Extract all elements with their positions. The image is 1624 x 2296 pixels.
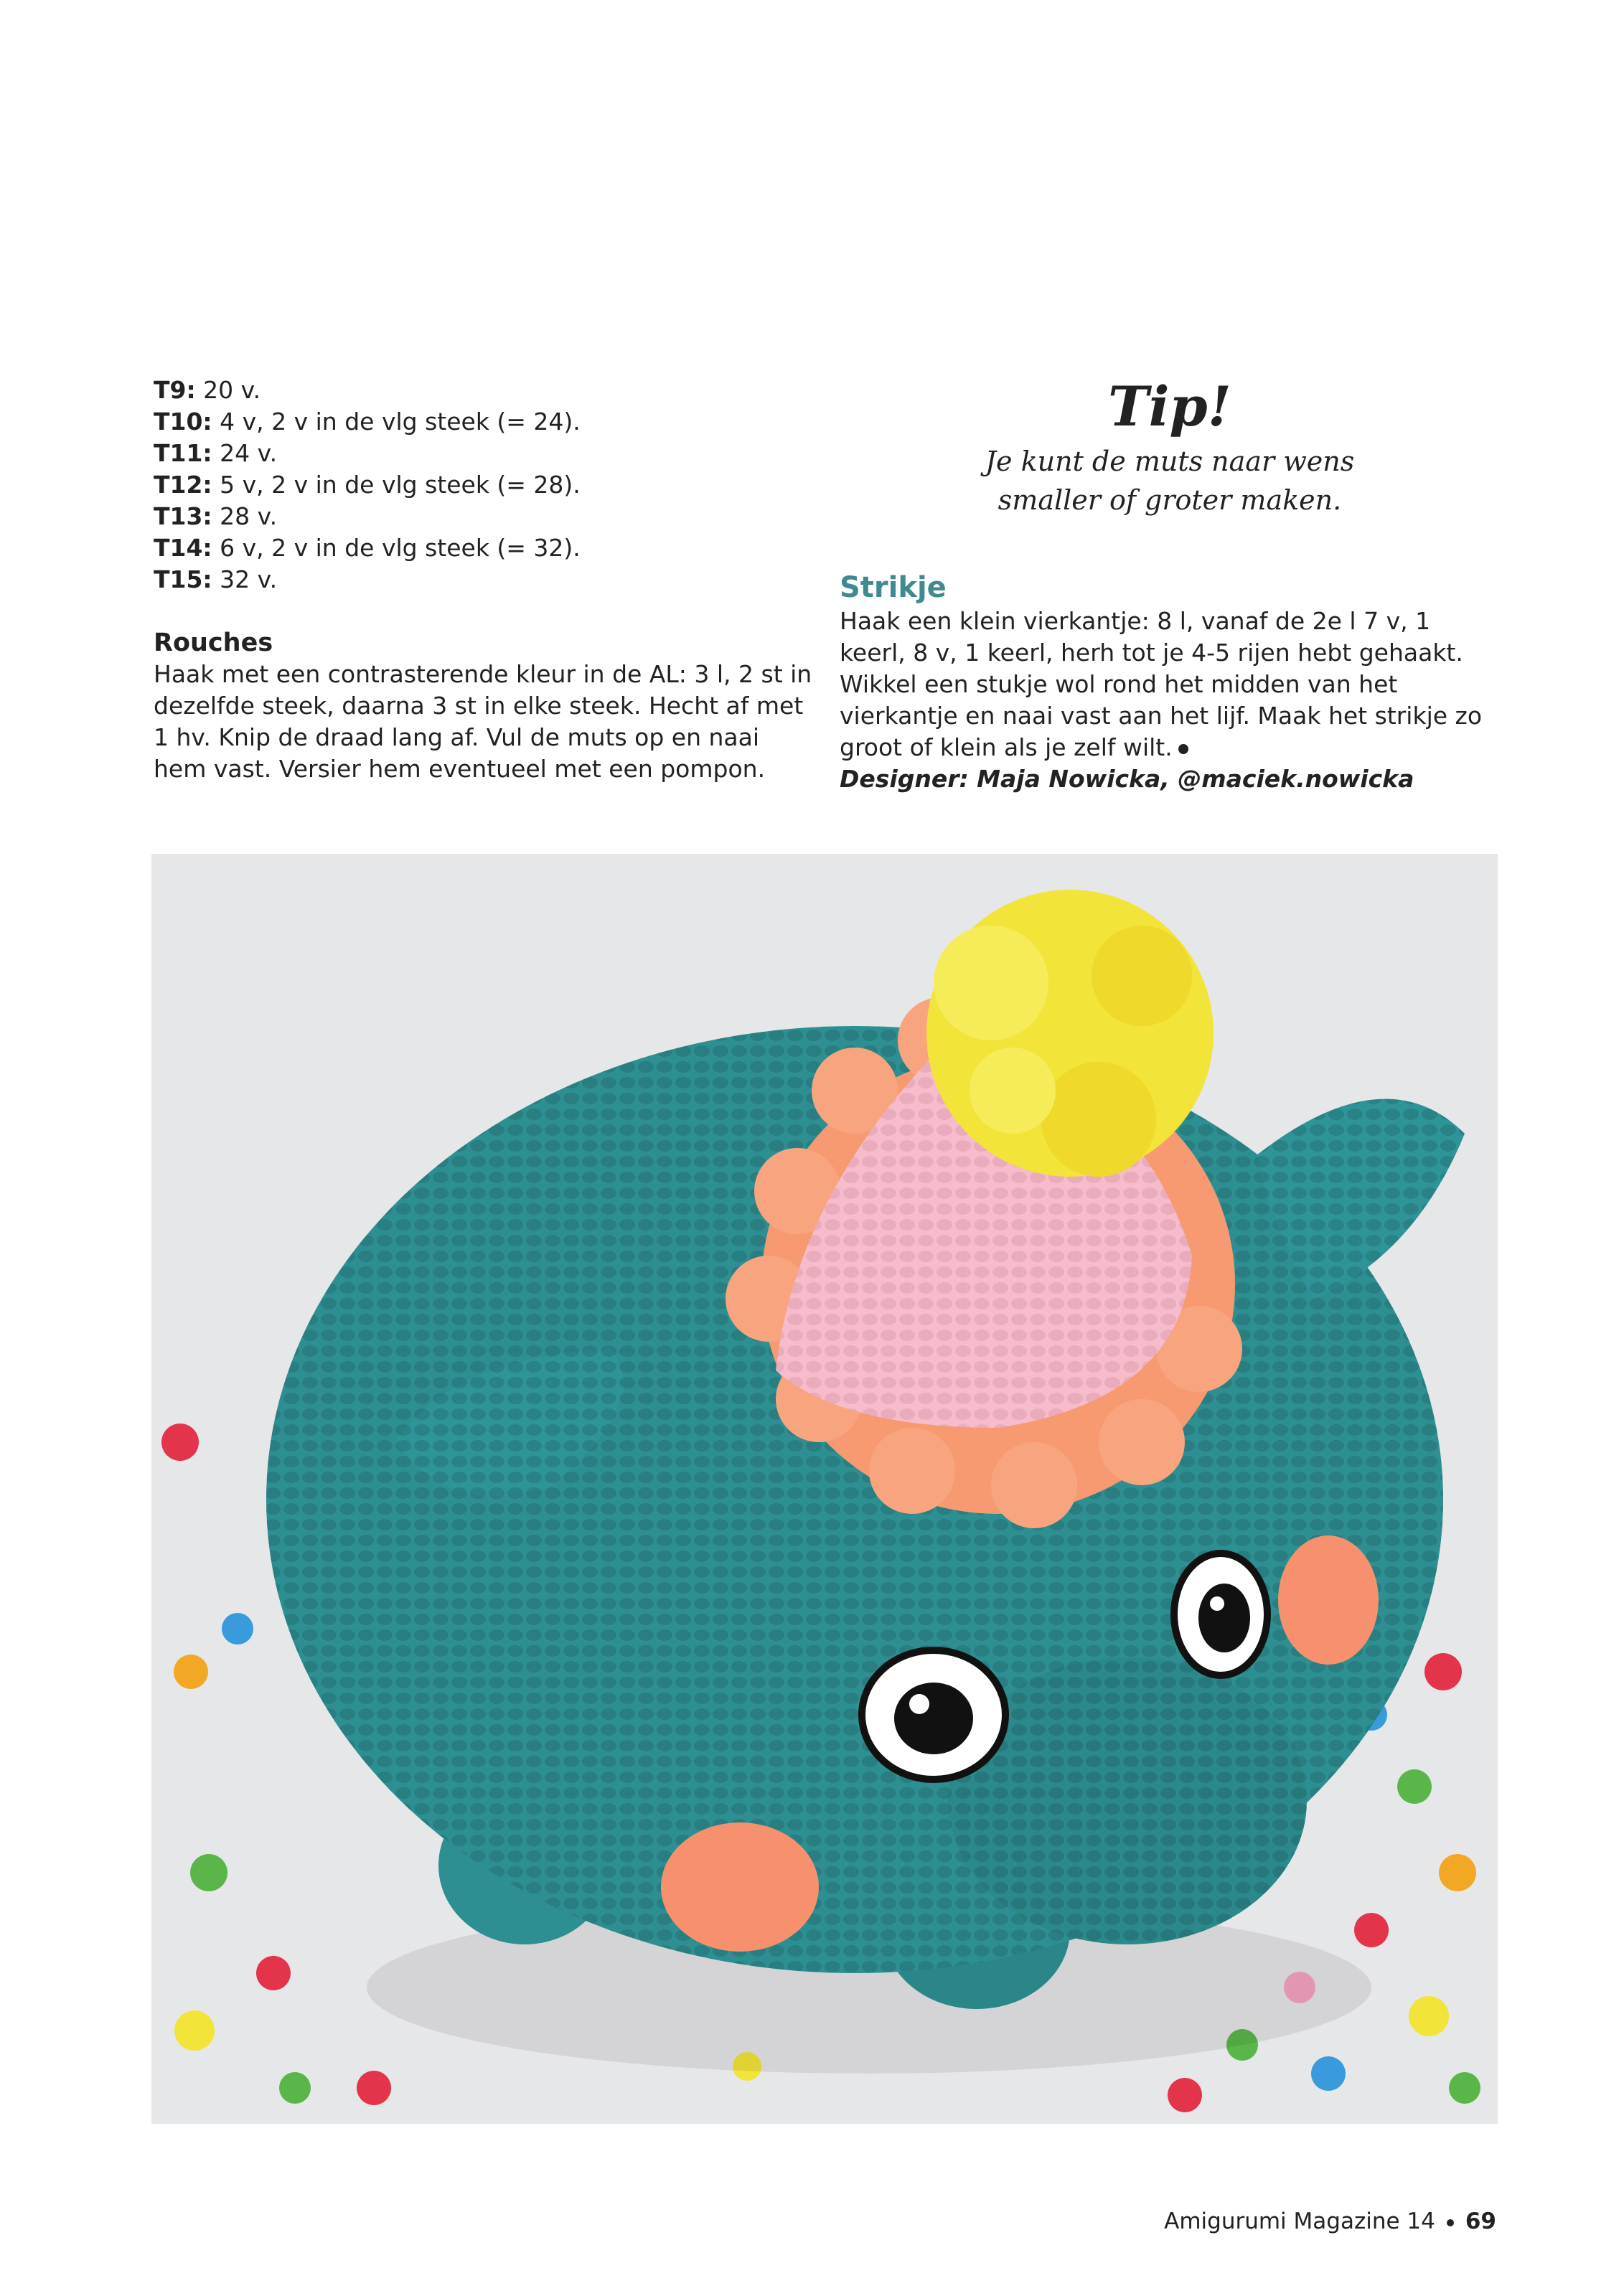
- tip-line-2: smaller of groter maken.: [998, 484, 1342, 516]
- rouches-heading: Rouches: [154, 629, 273, 657]
- eye-left: [862, 1650, 1005, 1779]
- separator-dot-icon: [1447, 2219, 1454, 2226]
- page-footer: [1164, 2208, 1496, 2234]
- round-row: T12: 5 v, 2 v in de vlg steek (= 28).: [154, 471, 581, 499]
- rouches-body: Haak met een contrasterende kleur in de AL: 3 l, 2 st in dezelfde steek, daarna 3 st in elke steek. Hecht af met 1 hv. Knip de draad lang af. Vul de muts op en naai hem vast. Versier hem eventueel met een pompon.: [154, 660, 812, 783]
- round-row: T9: 20 v.: [154, 376, 261, 404]
- right-column: [840, 375, 1500, 795]
- round-row: T10: 4 v, 2 v in de vlg steek (= 24).: [154, 408, 581, 436]
- pompon: [926, 890, 1214, 1177]
- crochet-pig-illustration: [151, 854, 1498, 2124]
- left-column: [154, 375, 814, 785]
- round-row: T15: 32 v.: [154, 565, 278, 593]
- designer-credit: Designer: Maja Nowicka, @maciek.nowicka: [840, 765, 1414, 793]
- tip-line-1: Je kunt de muts naar wens: [985, 446, 1355, 477]
- page-number: 69: [1465, 2208, 1496, 2234]
- round-row: T13: 28 v.: [154, 502, 278, 530]
- tip-title: Tip!: [1108, 375, 1231, 438]
- tip-box: [840, 375, 1500, 519]
- eye-right: [1174, 1553, 1267, 1675]
- strikje-body: Haak een klein vierkantje: 8 l, vanaf de 2e l 7 v, 1 keerl, 8 v, 1 keerl, herh tot je 4-5 rijen hebt gehaakt. Wikkel een stukje wol rond het midden van het vierkantje en naai vast aan het lijf. Maak het strikje zo groot of klein als je zelf wilt.: [840, 607, 1483, 761]
- strikje-heading: Strikje: [840, 571, 947, 604]
- magazine-name: Amigurumi Magazine 14: [1164, 2208, 1435, 2234]
- round-row: T14: 6 v, 2 v in de vlg steek (= 32).: [154, 534, 581, 562]
- pattern-rounds: [154, 375, 814, 596]
- amigurumi-photo: [151, 854, 1498, 2124]
- round-row: T11: 24 v.: [154, 439, 278, 467]
- end-bullet-icon: [1178, 744, 1188, 754]
